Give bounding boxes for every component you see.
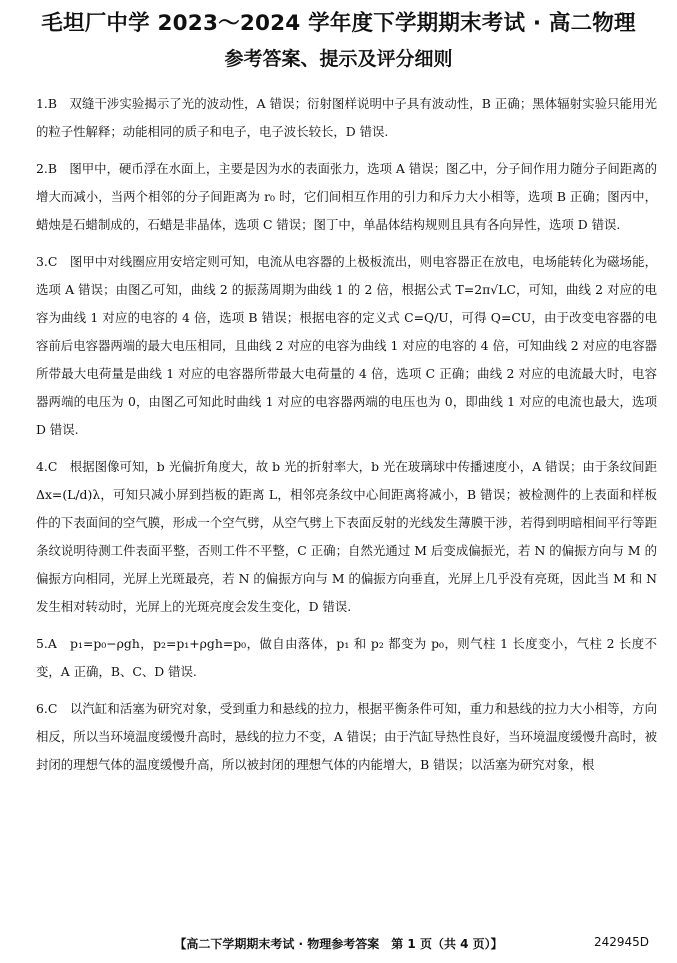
footer-page-info: 【高二下学期期末考试 · 物理参考答案 第 1 页（共 4 页）】: [174, 937, 503, 951]
answer-5: 5.A p₁=p₀−ρgh，p₂=p₁+ρgh=p₀，做自由落体，p₁ 和 p₂ 都变为 p₀，则气柱 1 长度变小，气柱 2 长度不变，A 正确，B、C、D 错误.: [36, 636, 657, 679]
answer-list: [36, 90, 657, 779]
answer-1: 1.B 双缝干涉实验揭示了光的波动性，A 错误；衍射图样说明中子具有波动性，B 正确；黑体辐射实验只能用光的粒子性解释；动能相同的质子和电子，电子波长较长，D 错误.: [36, 96, 657, 139]
footer-code: 242945D: [593, 935, 649, 949]
answer-3: 3.C 图甲中对线圈应用安培定则可知，电流从电容器的上极板流出，则电容器正在放电，电场能转化为磁场能，选项 A 错误；由图乙可知，曲线 2 的振荡周期为曲线 1 的 2 倍，根据公式 T=2π√LC，可知，曲线 2 对应的电容为曲线 1 对应的电容的 4 倍，选项 B 错误；根据电容的定义式 C=Q/U，可得 Q=CU，由于改变电容器的电容前后电容器两端的最大电压相同，且曲线 2 对应的电容为曲线 1 对应的电容的 4 倍，可知曲线 2 对应的电容器所带最大电荷量是曲线 1 对应的电容器所带最大电荷量的 4 倍，选项 C 正确；曲线 2 对应的电流最大时，电容器两端的电压为 0，由图乙可知此时曲线 1 对应的电容器两端的电压也为 0，即曲线 1 对应的电流也最大，选项 D 错误.: [36, 254, 657, 437]
answer-2: 2.B 图甲中，硬币浮在水面上，主要是因为水的表面张力，选项 A 错误；图乙中，分子间作用力随分子间距离的增大而减小，当两个相邻的分子间距离为 r₀ 时，它们间相互作用的引力和斥力大小相等，选项 B 正确；图丙中，蜡烛是石蜡制成的，石蜡是非晶体，选项 C 错误；图丁中，单晶体结构规则且具有各向异性，选项 D 错误.: [36, 161, 657, 232]
answer-6: 6.C 以汽缸和活塞为研究对象，受到重力和悬线的拉力，根据平衡条件可知，重力和悬线的拉力大小相等，方向相反，所以当环境温度缓慢升高时，悬线的拉力不变，A 错误；由于汽缸导热性良好，当环境温度缓慢升高时，被封闭的理想气体的温度缓慢升高，所以被封闭的理想气体的内能增大，B 错误；以活塞为研究对象，根: [36, 701, 657, 772]
page-subtitle: 参考答案、提示及评分细则: [224, 48, 453, 70]
answer-4: 4.C 根据图像可知，b 光偏折角度大，故 b 光的折射率大，b 光在玻璃球中传播速度小，A 错误；由于条纹间距 Δx=(L/d)λ，可知只减小屏到挡板的距离 L，相邻亮条纹中心间距离将减小，B 错误；被检测件的上表面和样板件的下表面间的空气膜，形成一个空气劈，从空气劈上下表面反射的光线发生薄膜干涉，若得到明暗相间平行等距条纹说明待测工件表面平整，否则工件不平整，C 正确；自然光通过 M 后变成偏振光，若 N 的偏振方向与 M 的偏振方向相同，光屏上光斑最亮，若 N 的偏振方向与 M 的偏振方向垂直，光屏上几乎没有亮斑，因此当 M 和 N 发生相对转动时，光屏上的光斑亮度会发生变化，D 错误.: [36, 459, 657, 614]
page-title: 毛坦厂中学 2023～2024 学年度下学期期末考试 · 高二物理: [41, 11, 636, 36]
